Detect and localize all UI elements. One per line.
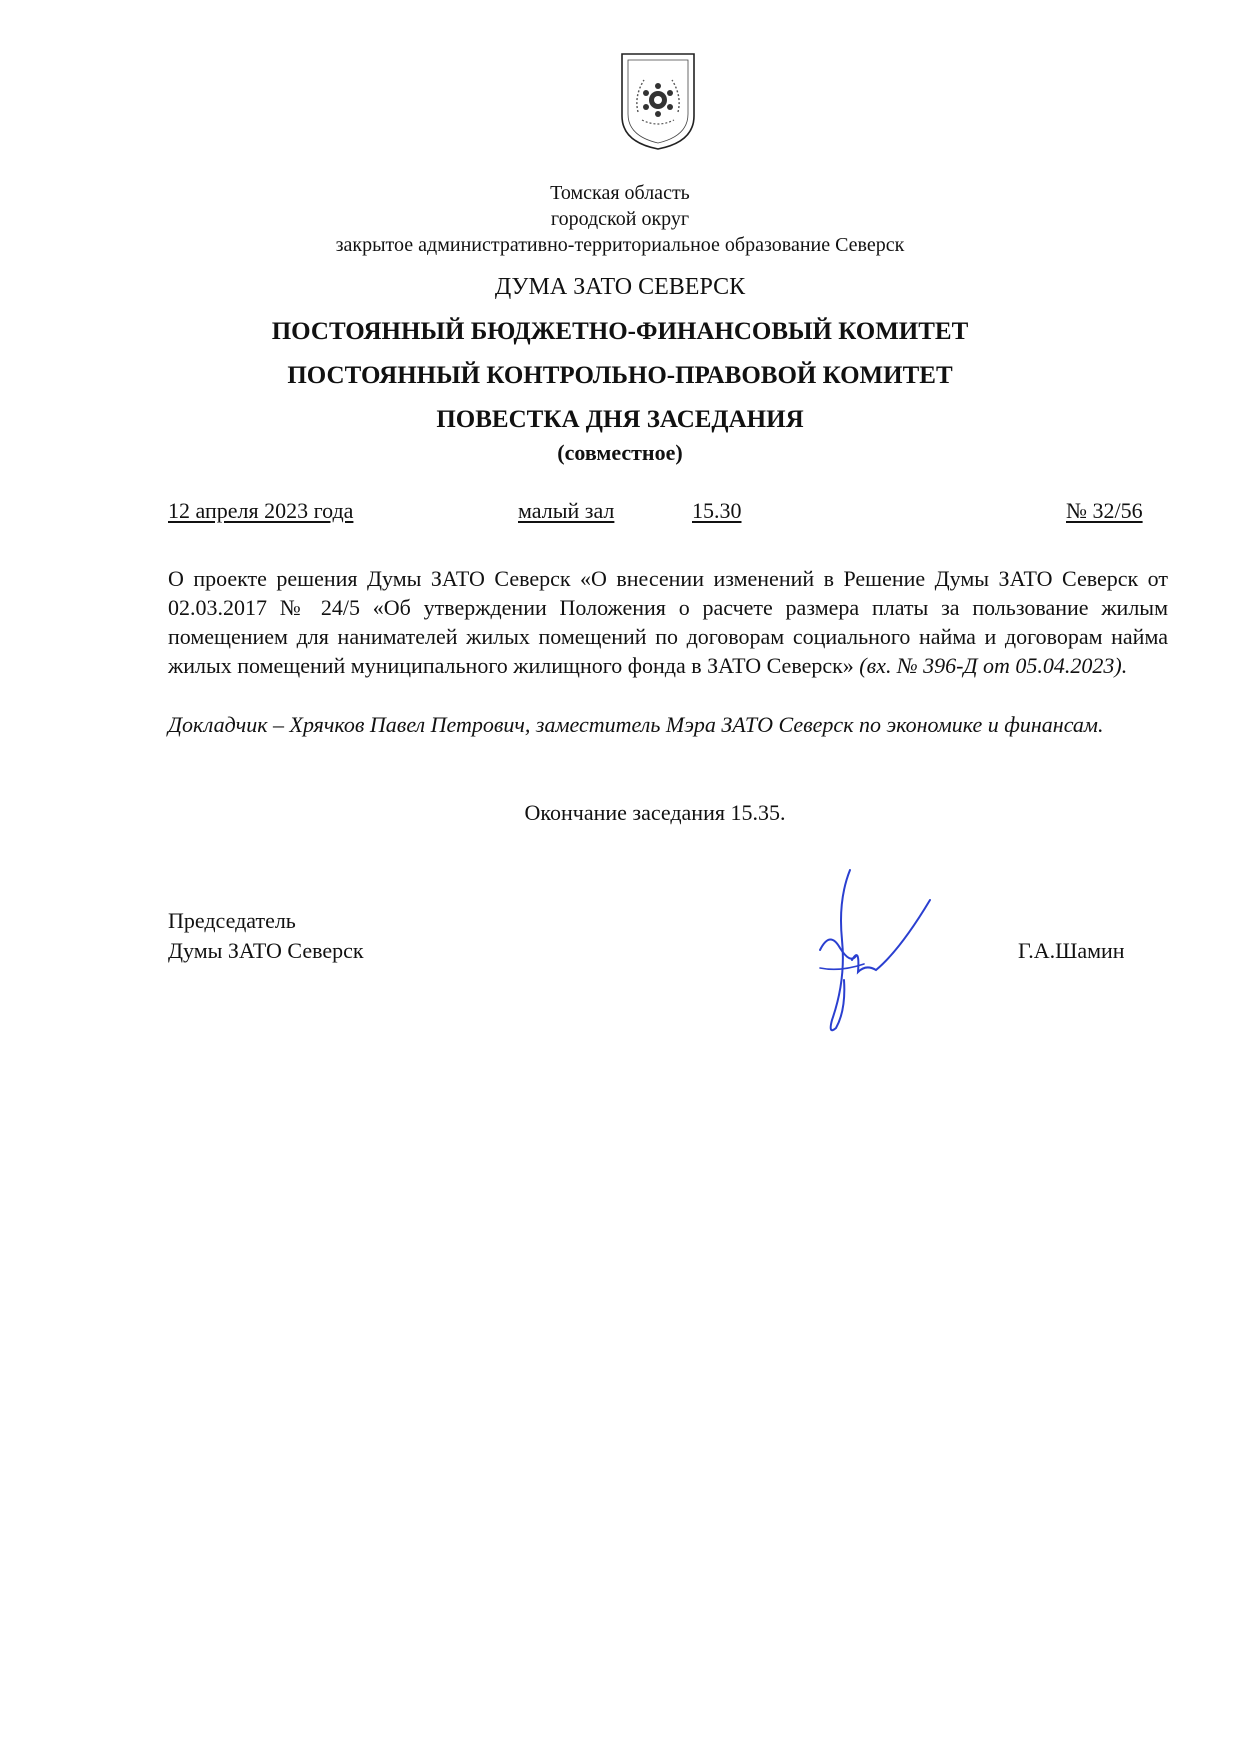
agenda-speaker: Докладчик – Хрячков Павел Петрович, заместитель Мэра ЗАТО Северск по экономике и финансам.: [168, 712, 1104, 737]
agenda-item-text: О проекте решения Думы ЗАТО Северск «О внесении изменений в Решение Думы ЗАТО Северск от 02.03.2017 № 24/5 «Об утверждении Положения о расчете размера платы за пользование жилым помещением для нанимателей жилых помещений по договорам социального найма и договорам найма жилых помещений муниципального жилищного фонда в ЗАТО Северск»: [168, 566, 1168, 678]
agenda-item: [168, 564, 1168, 680]
signatory-title-line1: Председатель: [168, 908, 296, 933]
meeting-date: 12 апреля 2023 года: [168, 498, 354, 523]
header-region: Томская область: [550, 182, 690, 204]
handwritten-signature: [780, 860, 950, 1040]
coat-of-arms-emblem: [618, 50, 698, 152]
header-duma: ДУМА ЗАТО СЕВЕРСК: [494, 274, 746, 300]
agenda-subtitle: (совместное): [557, 440, 683, 465]
meeting-time: 15.30: [692, 498, 742, 523]
agenda-item-reference: (вх. № 396-Д от 05.04.2023).: [859, 653, 1128, 678]
header-committee-budget: ПОСТОЯННЫЙ БЮДЖЕТНО-ФИНАНСОВЫЙ КОМИТЕТ: [271, 318, 969, 345]
meeting-room: малый зал: [518, 498, 615, 523]
document-number: № 32/56: [1066, 498, 1143, 523]
header-committee-legal: ПОСТОЯННЫЙ КОНТРОЛЬНО-ПРАВОВОЙ КОМИТЕТ: [287, 362, 953, 389]
agenda-title: ПОВЕСТКА ДНЯ ЗАСЕДАНИЯ: [436, 406, 804, 433]
signatory-title: [168, 906, 364, 966]
signatory-name: Г.А.Шамин: [1018, 938, 1125, 963]
meeting-closing: Окончание заседания 15.35.: [524, 800, 786, 825]
header-zato: закрытое административно-территориальное образование Северск: [335, 234, 905, 256]
header-district: городской округ: [550, 208, 690, 230]
signatory-title-line2: Думы ЗАТО Северск: [168, 938, 364, 963]
